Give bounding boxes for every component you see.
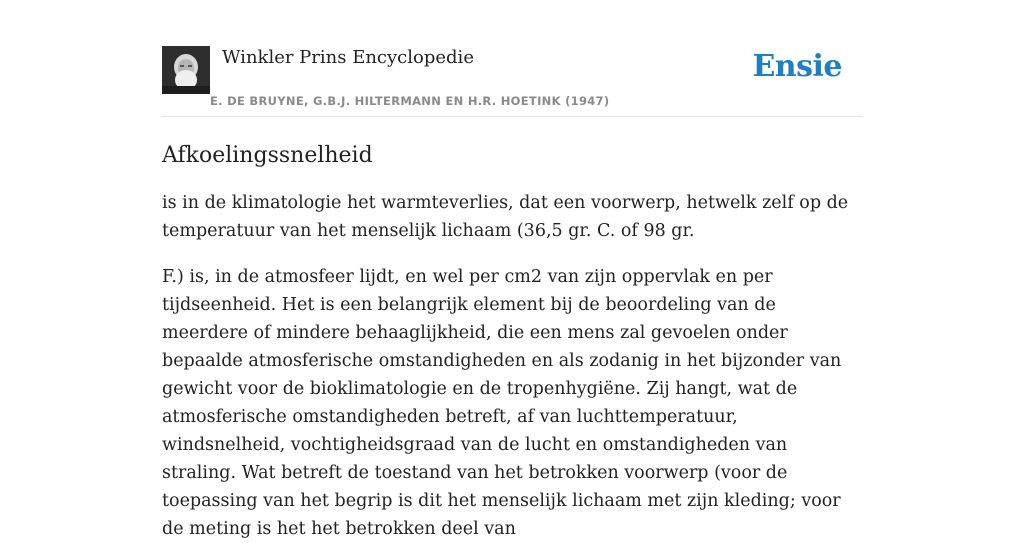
publication-title[interactable]: Winkler Prins Encyclopedie — [222, 47, 474, 68]
article-page — [162, 0, 862, 543]
article-authors: E. DE BRUYNE, G.B.J. HILTERMANN EN H.R. HOETINK (1947) — [210, 94, 610, 108]
article-title: Afkoelingssnelheid — [162, 143, 373, 168]
article-paragraph: F.) is, in de atmosfeer lijdt, en wel per cm2 van zijn oppervlak en per tijdseenheid. Het is een belangrijk element bij de beoordeling van de meerdere of mindere behaaglijkheid, die een mens zal gevoelen onder bepaalde atmosferische omstandigheden en als zodanig in het bijzonder van gewicht voor de bioklimatologie en de tropenhygiëne. Zij hangt, wat de atmosferische omstandigheden betreft, af van luchttemperatuur, windsnelheid, vochtigheidsgraad van de lucht en omstandigheden van straling. Wat betreft de toestand van het betrokken voorwerp (voor de toepassing van het begrip is dit het menselijk lichaam met zijn kleding; voor de meting is het het betrokken deel van — [162, 267, 842, 539]
article-paragraph: is in de klimatologie het warmteverlies, dat een voorwerp, hetwelk zelf op de temperatuur van het menselijk lichaam (36,5 gr. C. of 98 gr. — [162, 193, 849, 241]
author-portrait-icon — [162, 46, 210, 94]
site-logo[interactable]: Ensie — [752, 49, 842, 84]
article-header — [162, 46, 862, 117]
